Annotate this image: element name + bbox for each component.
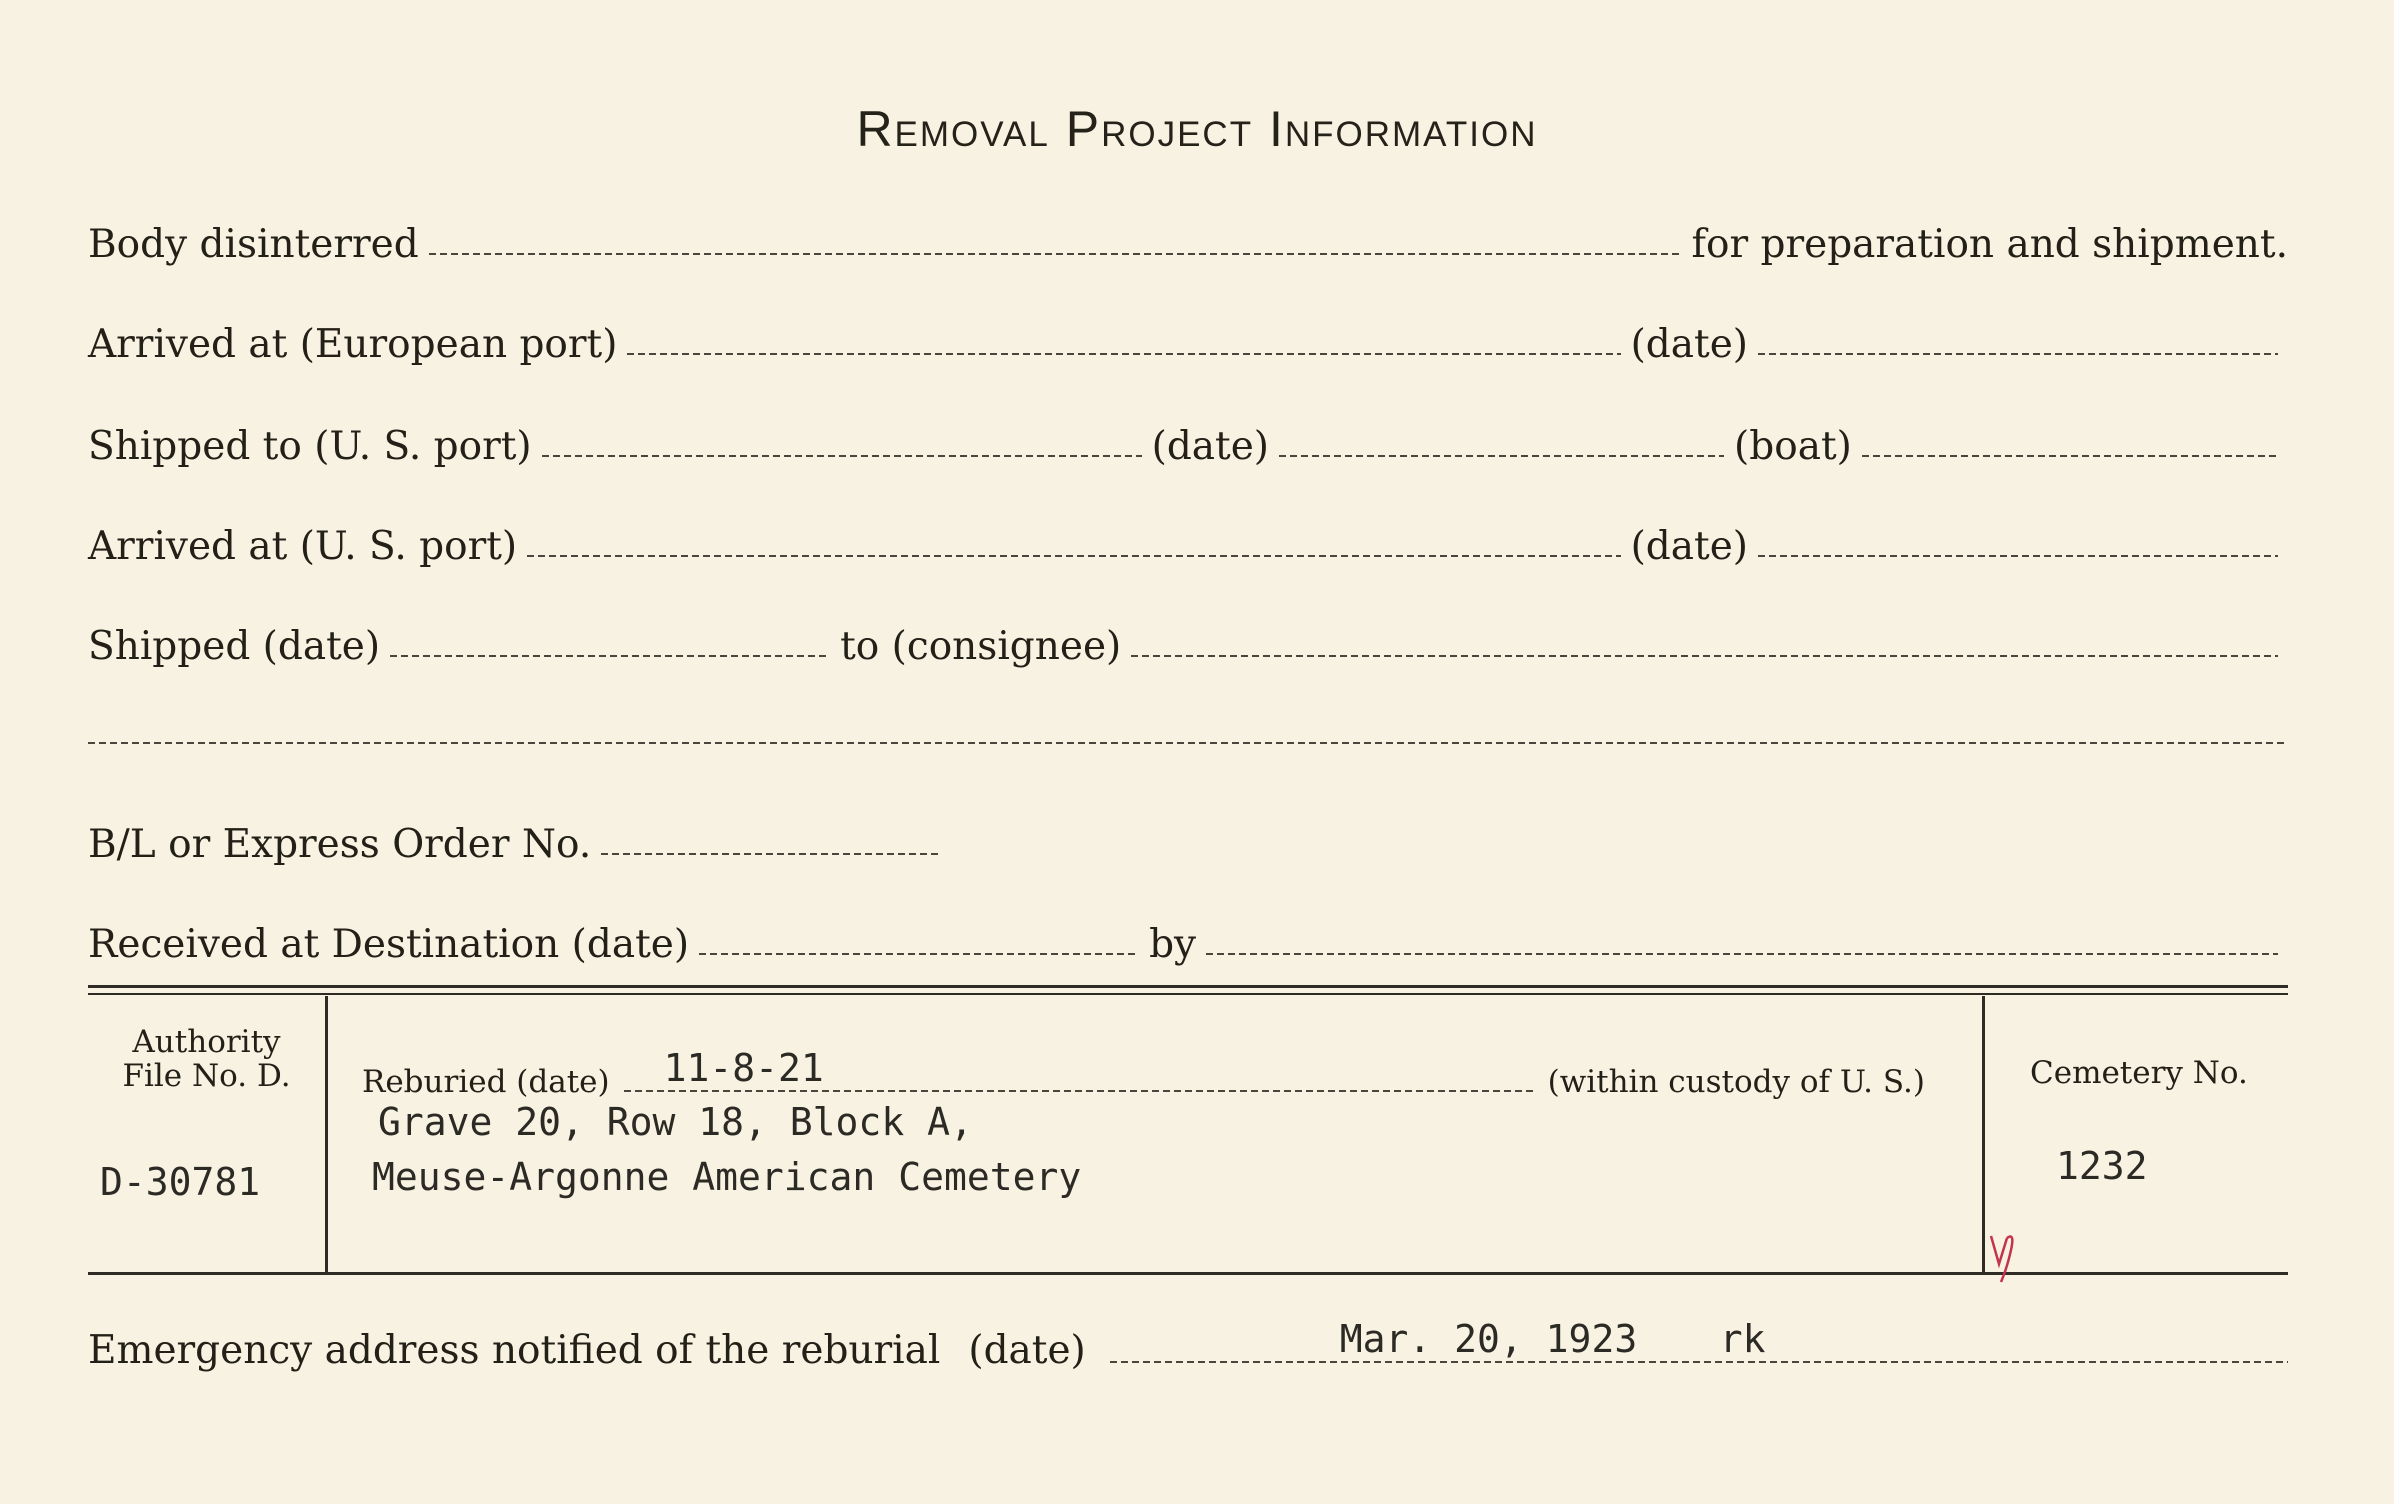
emergency-field — [1110, 1317, 2288, 1363]
shipped-us-label: Shipped to (U. S. port) — [88, 424, 532, 469]
cemetery-line: Meuse-Argonne American Cemetery — [372, 1155, 1082, 1199]
arrived-us-date-label: (date) — [1630, 524, 1748, 569]
authority-label — [88, 1025, 325, 1093]
shipped-date-line — [390, 655, 830, 657]
body-disinterred-line — [429, 253, 1682, 255]
received-by-line — [1206, 953, 2278, 955]
bl-order-label: B/L or Express Order No. — [88, 822, 592, 867]
shipped-date-row — [88, 624, 2288, 669]
reburied-field — [624, 1046, 1534, 1092]
cemetery-no-label: Cemetery No. — [2030, 1055, 2248, 1091]
emergency-date-label: (date) — [968, 1328, 1086, 1373]
arrived-european-row — [88, 322, 2288, 367]
body-disinterred-row — [88, 222, 2288, 267]
shipped-date-label: Shipped (date) — [88, 624, 381, 669]
consignee-continuation-row — [88, 736, 2288, 756]
shipped-us-date-line — [1279, 455, 1724, 457]
box-bottom-rule — [88, 1272, 2288, 1275]
arrived-european-date-line — [1758, 353, 2278, 355]
emergency-row — [88, 1317, 2288, 1373]
received-by-label: by — [1149, 922, 1197, 967]
box-top-rule — [88, 985, 2288, 988]
body-disinterred-tail: for preparation and shipment. — [1691, 222, 2288, 267]
shipped-us-row — [88, 424, 2288, 469]
arrived-european-label: Arrived at (European port) — [88, 322, 618, 367]
body-disinterred-label: Body disinterred — [88, 222, 419, 267]
custody-label: (within custody of U. S.) — [1547, 1064, 1925, 1100]
authority-label-line2: File No. D. — [122, 1058, 291, 1094]
consignee-line — [1131, 655, 2278, 657]
cemetery-no-value: 1232 — [2056, 1144, 2148, 1188]
arrived-us-date-line — [1758, 555, 2278, 557]
consignee-label: to (consignee) — [840, 624, 1122, 669]
shipped-us-line — [542, 455, 1142, 457]
shipped-us-boat-line — [1862, 455, 2278, 457]
arrived-us-label: Arrived at (U. S. port) — [88, 524, 518, 569]
box-top-rule-double — [88, 993, 2288, 995]
grave-line: Grave 20, Row 18, Block A, — [378, 1100, 973, 1144]
emergency-line — [1110, 1361, 2288, 1363]
received-label: Received at Destination (date) — [88, 922, 690, 967]
arrived-us-row — [88, 524, 2288, 569]
received-row — [88, 922, 2288, 967]
consignee-continuation-line — [88, 742, 2288, 744]
arrived-european-date-label: (date) — [1630, 322, 1748, 367]
received-date-line — [699, 953, 1139, 955]
bl-order-line — [601, 853, 941, 855]
emergency-initials: rk — [1719, 1317, 1766, 1361]
arrived-european-line — [627, 353, 1620, 355]
box-divider-left — [325, 996, 328, 1272]
emergency-label: Emergency address notified of the reburial — [88, 1328, 941, 1373]
red-check-mark — [1985, 1228, 2021, 1286]
reburied-line — [624, 1090, 1534, 1092]
emergency-value: Mar. 20, 1923 — [1339, 1317, 1638, 1361]
shipped-us-boat-label: (boat) — [1734, 424, 1852, 469]
card-title: Removal Project Information — [856, 101, 1538, 157]
reburied-label: Reburied (date) — [362, 1064, 610, 1100]
arrived-us-line — [527, 555, 1620, 557]
authority-label-line1: Authority — [132, 1024, 281, 1060]
shipped-us-date-label: (date) — [1151, 424, 1270, 469]
bl-order-row — [88, 822, 2288, 867]
authority-value: D-30781 — [100, 1160, 261, 1204]
reburied-value: 11-8-21 — [663, 1046, 824, 1090]
reburied-row — [362, 1046, 1962, 1100]
